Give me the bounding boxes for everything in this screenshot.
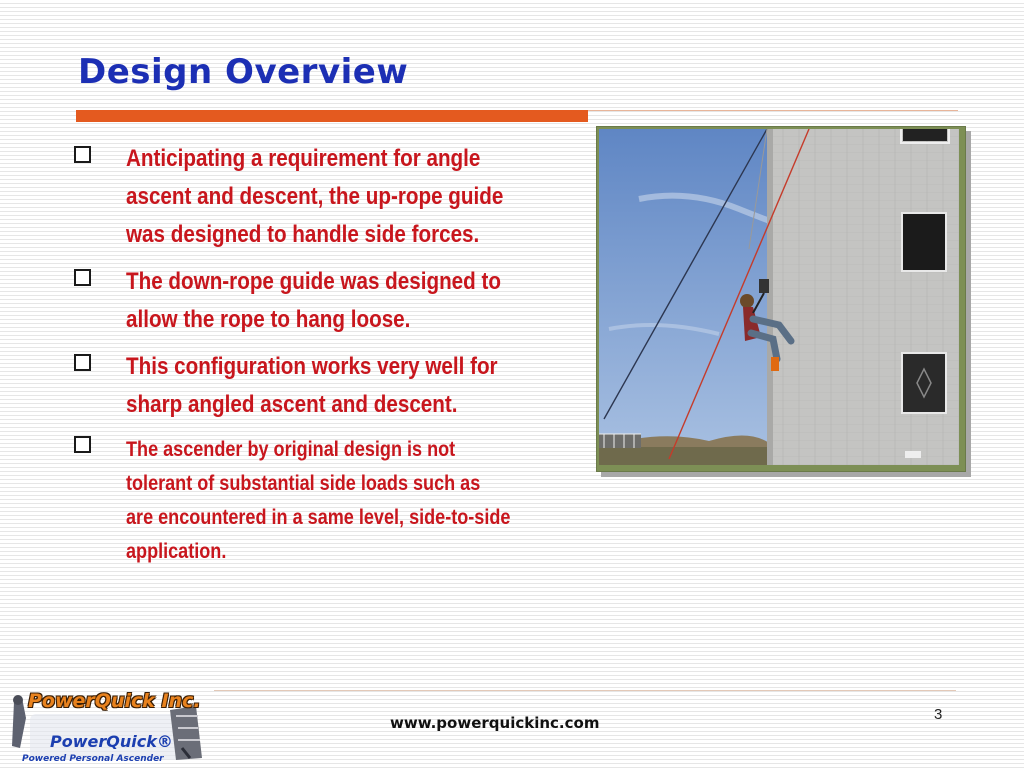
square-bullet-icon <box>74 354 91 371</box>
bullet-item <box>74 263 574 339</box>
bullet-text: Anticipating a requirement for angle ascent and descent, the up-rope guide was designed to handle side forces. <box>126 145 504 248</box>
bullet-text: This configuration works very well for sharp angled ascent and descent. <box>126 353 498 418</box>
rope-ascent-photo <box>599 129 959 465</box>
bullet-item <box>74 140 574 254</box>
square-bullet-icon <box>74 269 91 286</box>
title-underline-thin <box>588 110 958 111</box>
footer-website-link[interactable]: www.powerquickinc.com <box>390 714 600 732</box>
logo-tagline: Powered Personal Ascender <box>22 754 164 764</box>
slide-title: Design Overview <box>78 52 409 92</box>
bullet-text: The down-rope guide was designed to allow the rope to hang loose. <box>126 268 501 333</box>
square-bullet-icon <box>74 436 91 453</box>
bullet-item <box>74 433 574 569</box>
bullet-list <box>74 140 574 578</box>
powerquick-logo <box>0 688 214 768</box>
bullet-item <box>74 348 574 424</box>
logo-product-name: PowerQuick® <box>50 732 173 751</box>
bullet-text: The ascender by original design is not tolerant of substantial side loads such as are encountered in a same level, side-to-side application. <box>126 438 511 563</box>
page-number: 3 <box>934 706 943 723</box>
title-underline-accent <box>76 110 588 122</box>
photo-frame <box>596 126 966 472</box>
footer-rule <box>214 690 956 691</box>
square-bullet-icon <box>74 146 91 163</box>
logo-company-name: PowerQuick Inc. <box>28 690 201 712</box>
